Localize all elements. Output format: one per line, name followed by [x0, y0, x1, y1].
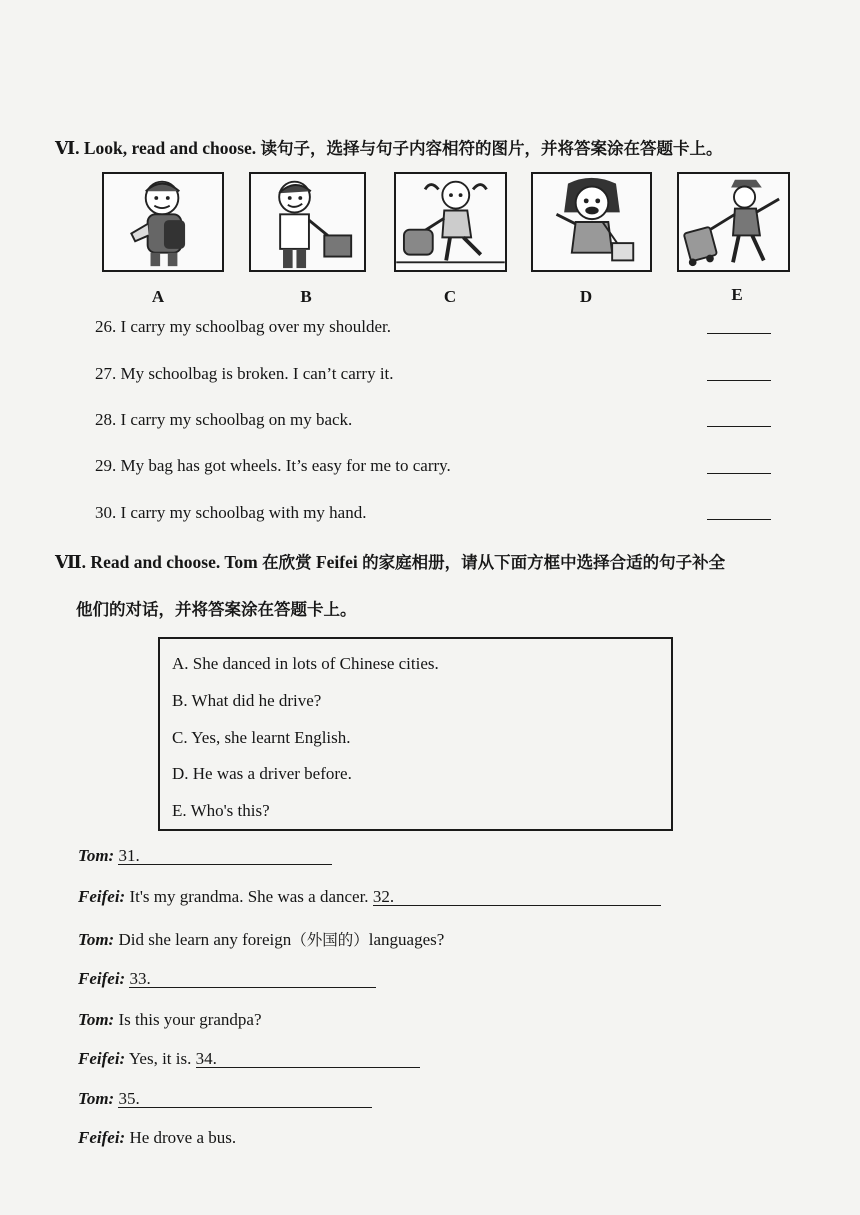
blank-number: 33.	[129, 969, 151, 988]
dialogue-line-6	[78, 1049, 420, 1069]
answer-blank-31[interactable]	[118, 847, 332, 865]
dialogue-text: It's my grandma. She was a dancer.	[129, 887, 369, 906]
question-30: 30. I carry my schoolbag with my hand.	[95, 503, 367, 522]
dialogue-text: Yes, it is.	[128, 1049, 192, 1068]
picture-letter-e: E	[731, 285, 743, 304]
answer-blank-27[interactable]	[707, 380, 771, 381]
speaker-label: Feifei:	[78, 969, 126, 988]
answer-blank-26[interactable]	[707, 333, 771, 334]
dialogue-line-1	[78, 846, 332, 866]
answer-blank-33[interactable]	[129, 970, 376, 988]
dialogue-text: Is this your grandpa?	[118, 1010, 262, 1029]
section7-heading-cn-3: 他们的对话，并将答案涂在答题卡上。	[76, 600, 357, 619]
section7-heading-en-1: Ⅶ. Read and choose.	[55, 552, 221, 572]
picture-letter-b: B	[300, 287, 312, 306]
blank-number: 31.	[118, 846, 140, 865]
picture-b	[249, 172, 366, 272]
picture-letter-a: A	[151, 287, 165, 306]
blank-number: 34.	[195, 1049, 217, 1068]
speaker-label: Feifei:	[78, 887, 126, 906]
blank-number: 35.	[118, 1089, 140, 1108]
question-28: 28. I carry my schoolbag on my back.	[95, 410, 353, 429]
answer-blank-34[interactable]	[196, 1050, 420, 1068]
dialogue-text-end: languages?	[368, 930, 445, 949]
picture-a	[102, 172, 224, 272]
boy-carrying-bag-icon	[251, 174, 364, 270]
picture-d	[531, 172, 652, 272]
girl-rolling-bag-icon	[679, 174, 788, 270]
section7-heading-en-2: Tom	[224, 552, 258, 572]
girl-shoulder-bag-icon	[533, 174, 650, 270]
question-27: 27. My schoolbag is broken. I can’t carry it.	[95, 364, 394, 383]
blank-number: 32.	[372, 887, 395, 906]
dialogue-line-2	[78, 887, 661, 907]
answer-blank-30[interactable]	[707, 519, 771, 520]
dialogue-text: He drove a bus.	[129, 1128, 237, 1147]
child-backpack-icon	[104, 174, 222, 270]
answer-blank-32[interactable]	[373, 888, 661, 906]
section7-heading-en-3: Feifei	[315, 552, 358, 572]
dialogue-cn-gloss: （外国的）	[291, 931, 369, 949]
question-26: 26. I carry my schoolbag over my shoulder.	[95, 317, 392, 336]
answer-blank-29[interactable]	[707, 473, 771, 474]
answer-blank-35[interactable]	[118, 1090, 372, 1108]
picture-letter-d: D	[579, 287, 593, 306]
option-e: E. Who's this?	[172, 801, 270, 820]
option-c: C. Yes, she learnt English.	[172, 728, 351, 747]
section6-heading-cn: 读句子，选择与句子内容相符的图片，并将答案涂在答题卡上。	[260, 139, 723, 158]
dialogue-line-8	[78, 1128, 236, 1148]
picture-e	[677, 172, 790, 272]
option-d: D. He was a driver before.	[172, 764, 352, 783]
speaker-label: Tom:	[78, 846, 115, 865]
option-b: B. What did he drive?	[172, 691, 322, 710]
question-29: 29. My bag has got wheels. It’s easy for me to carry.	[95, 456, 451, 475]
speaker-label: Tom:	[78, 1010, 115, 1029]
dialogue-line-3	[78, 928, 444, 950]
dialogue-line-5	[78, 1010, 262, 1030]
speaker-label: Feifei:	[78, 1049, 126, 1068]
girl-dragging-bag-icon	[396, 174, 505, 270]
picture-letter-c: C	[443, 287, 457, 306]
speaker-label: Tom:	[78, 1089, 115, 1108]
dialogue-line-7	[78, 1089, 372, 1109]
speaker-label: Tom:	[78, 930, 115, 949]
picture-c	[394, 172, 507, 272]
section7-heading-line2	[76, 596, 357, 620]
answer-blank-28[interactable]	[707, 426, 771, 427]
dialogue-line-4	[78, 969, 376, 989]
dialogue-text: Did she learn any foreign	[118, 930, 292, 949]
section7-heading-cn-1: 在欣赏	[262, 553, 312, 572]
speaker-label: Feifei:	[78, 1128, 126, 1147]
section7-heading-cn-2: 的家庭相册，请从下面方框中选择合适的句子补全	[362, 553, 726, 572]
section6-heading-en: Ⅵ. Look, read and choose.	[55, 138, 257, 158]
section7-heading	[55, 549, 725, 573]
section6-heading	[55, 135, 723, 159]
option-a: A. She danced in lots of Chinese cities.	[172, 654, 439, 673]
